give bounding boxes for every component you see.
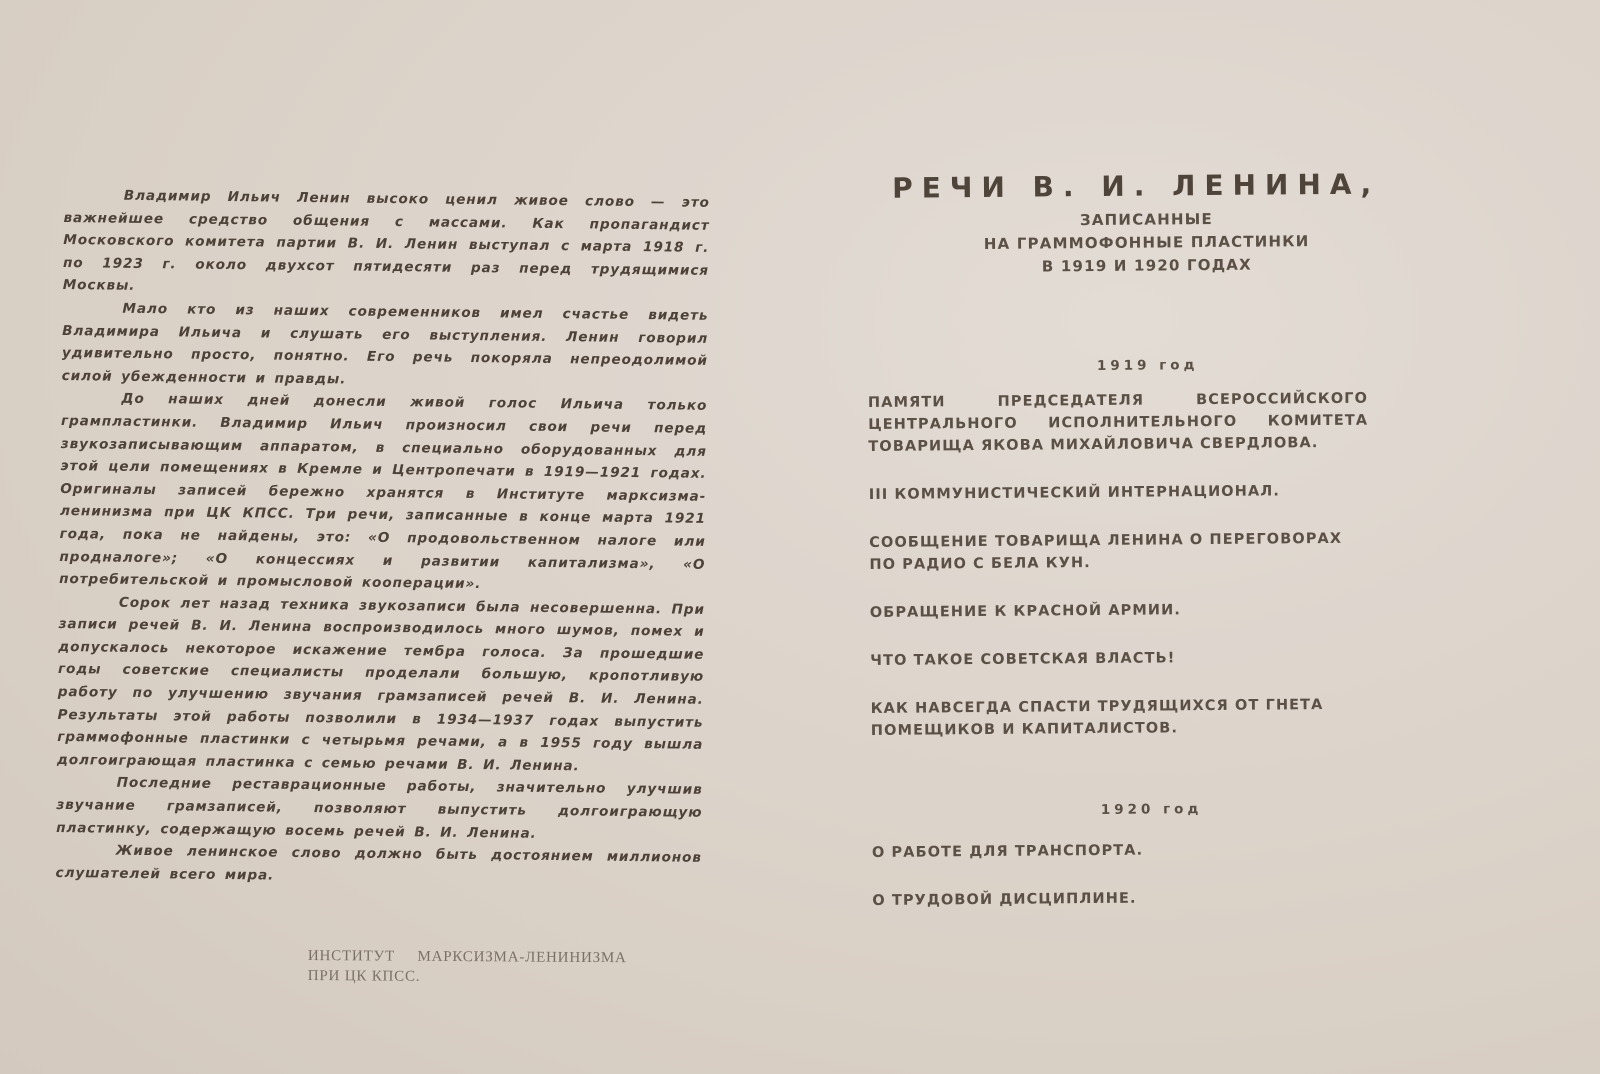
speech-list-1920 (872, 837, 1393, 912)
subtitle-line-3: В 1919 И 1920 ГОДАХ (1041, 255, 1252, 276)
foreword-paragraph: Мало кто из наших современников имел счастье видеть Владимира Ильича и слушать его выступления. Ленин говорил удивительно просто, понятно. Его речь покоряла непреодолимой силой убежденности и правды. (61, 300, 709, 388)
speech-item: ОБРАЩЕНИЕ К КРАСНОЙ АРМИИ. (869, 602, 1182, 621)
speech-item: О ТРУДОВОЙ ДИСЦИПЛИНЕ. (872, 890, 1137, 909)
year-heading-1919: 1919 год (1096, 357, 1199, 374)
speech-list-1919 (868, 387, 1391, 742)
page-title: РЕЧИ В. И. ЛЕНИНА, (891, 167, 1381, 205)
speech-item: ПАМЯТИ ПРЕДСЕДАТЕЛЯ ВСЕРОССИЙСКОГО ЦЕНТРАЛЬНОГО ИСПОЛНИТЕЛЬНОГО КОМИТЕТА ТОВАРИЩА ЯКОВА МИХАЙЛОВИЧА СВЕРДЛОВА. (867, 390, 1369, 455)
foreword-paragraph: Последние реставрационные работы, значительно улучшив звучание грамзаписей, позволяют выпустить долгоиграющую пластинку, содержащую восемь речей В. И. Ленина. (56, 775, 703, 842)
speech-item: О РАБОТЕ ДЛЯ ТРАНСПОРТА. (871, 842, 1144, 861)
signature-line-1: ИНСТИТУТ МАРКСИЗМА-ЛЕНИНИЗМА (307, 947, 627, 967)
signature-line-2: ПРИ ЦК КПСС. (307, 967, 421, 985)
speech-item: III КОММУНИСТИЧЕСКИЙ ИНТЕРНАЦИОНАЛ. (868, 483, 1281, 503)
speech-item: СООБЩЕНИЕ ТОВАРИЩА ЛЕНИНА О ПЕРЕГОВОРАХ ПО РАДИО С БЕЛА КУН. (869, 530, 1343, 573)
speech-item: КАК НАВСЕГДА СПАСТИ ТРУДЯЩИХСЯ ОТ ГНЕТА ПОМЕЩИКОВ И КАПИТАЛИСТОВ. (870, 697, 1324, 739)
foreword-paragraph: До наших дней донесли живой голос Ильича только грампластинки. Владимир Ильич произносил свои речи перед звукозаписывающим аппаратом, в специально оборудованных для этой цели помещениях в Кремле и Центропечати в 1919—1921 годах. Оригиналы записей бережно хранятся в Институте марксизма-ленинизма при ЦК КПСС. Три речи, записанные в конце марта 1921 года, пока не найдены, это: «О продовольственном налоге или продналоге»; «О концессиях и развитии капитализма», «О потребительской и промысловой кооперации». (59, 391, 708, 593)
page-subtitle (906, 206, 1387, 279)
subtitle-line-1: ЗАПИСАННЫЕ (1079, 209, 1213, 230)
speech-list-column (866, 167, 1392, 912)
year-heading-1920: 1920 год (1100, 801, 1203, 818)
speech-item: ЧТО ТАКОЕ СОВЕТСКАЯ ВЛАСТЬ! (870, 650, 1176, 669)
institute-signature (308, 946, 627, 988)
foreword-paragraph: Владимир Ильич Ленин высоко ценил живое слово — это важнейшее средство общения с массами. Как пропагандист Московского комитета партии В. И. Ленин выступал с марта 1918 г. по 1923 г. около двухсот пятидесяти раз перед трудящимися Москвы. (62, 187, 710, 295)
subtitle-line-2: НА ГРАММОФОННЫЕ ПЛАСТИНКИ (983, 232, 1310, 253)
foreword-paragraph: Сорок лет назад техника звукозаписи была несовершенна. При записи речей В. И. Ленина воспроизводилось много шумов, помех и допускалось некоторое искажение тембра голоса. За прошедшие годы советские специалисты проделали большую, кропотливую работу по улучшению звучания грамзаписей речей В. И. Ленина. Результаты этой работы позволили в 1934—1937 годах выпустить граммофонные пластинки с четырьмя речами, а в 1955 году вышла долгоиграющая пластинка с семью речами В. И. Ленина. (56, 594, 705, 775)
foreword-paragraph: Живое ленинское слово должно быть достоянием миллионов слушателей всего мира. (55, 842, 702, 884)
foreword-column (55, 184, 710, 892)
